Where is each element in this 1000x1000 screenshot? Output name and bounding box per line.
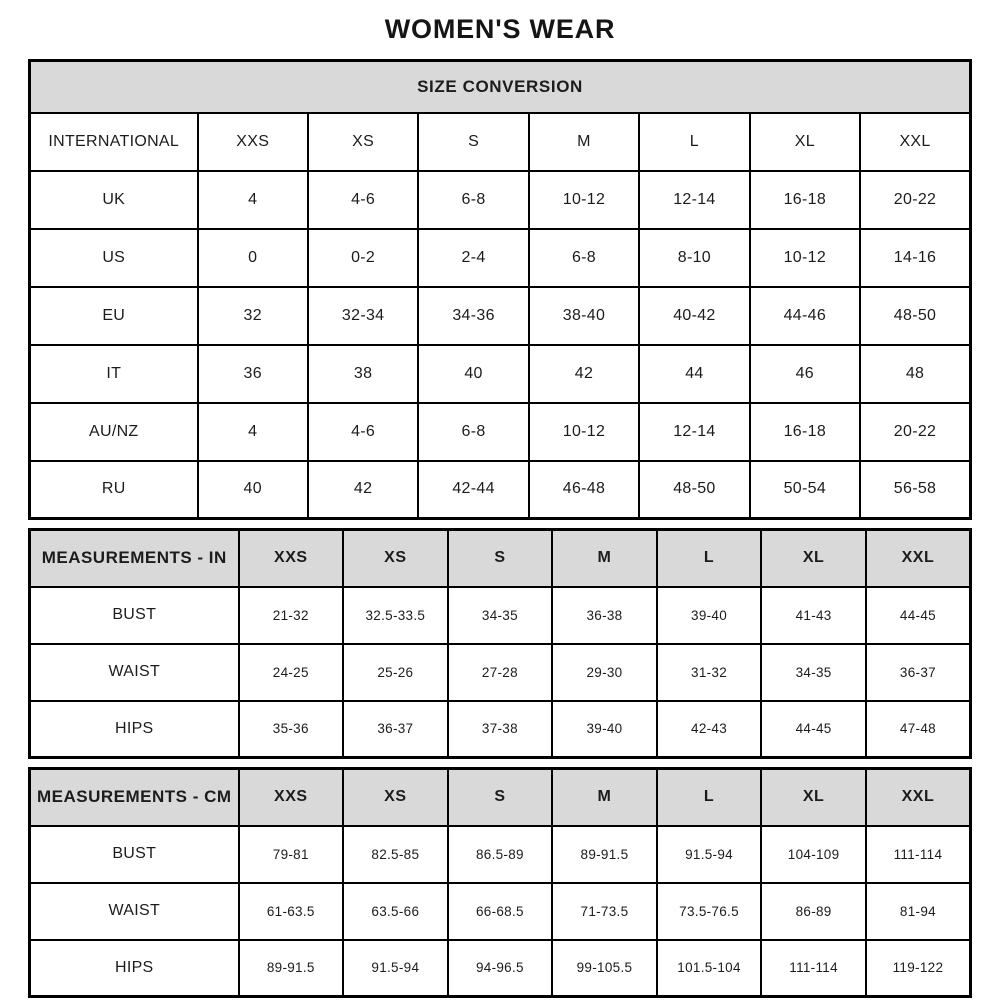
table-row <box>30 644 971 701</box>
cell-value: 4 <box>198 171 308 229</box>
column-header: XXL <box>866 530 971 587</box>
cell-value: 38 <box>308 345 418 403</box>
cell-value: 6-8 <box>418 171 528 229</box>
cell-value: 31-32 <box>657 644 762 701</box>
table-row <box>30 287 971 345</box>
size-conversion-table <box>28 59 972 520</box>
cell-value: 12-14 <box>639 171 749 229</box>
row-label: HIPS <box>30 940 239 997</box>
cell-value: 42 <box>308 461 418 519</box>
column-header: L <box>639 113 749 171</box>
column-header-row <box>30 113 971 171</box>
cell-value: 32 <box>198 287 308 345</box>
cell-value: 36-37 <box>343 701 448 758</box>
page-title: WOMEN'S WEAR <box>384 14 616 44</box>
cell-value: 48 <box>860 345 970 403</box>
cell-value: 38-40 <box>529 287 639 345</box>
cell-value: 10-12 <box>529 403 639 461</box>
cell-value: 29-30 <box>552 644 657 701</box>
table-row <box>30 826 971 883</box>
cell-value: 44-45 <box>866 587 971 644</box>
table-header: MEASUREMENTS - IN <box>30 530 239 587</box>
row-label: IT <box>30 345 198 403</box>
column-header: M <box>552 530 657 587</box>
column-header: XS <box>343 530 448 587</box>
measurements-cm-table <box>28 767 972 998</box>
measurements-in-table <box>28 528 972 759</box>
cell-value: 25-26 <box>343 644 448 701</box>
cell-value: 89-91.5 <box>552 826 657 883</box>
cell-value: 0 <box>198 229 308 287</box>
table-row <box>30 701 971 758</box>
cell-value: 94-96.5 <box>448 940 553 997</box>
cell-value: 44 <box>639 345 749 403</box>
cell-value: 99-105.5 <box>552 940 657 997</box>
column-header: S <box>448 530 553 587</box>
cell-value: 4 <box>198 403 308 461</box>
cell-value: 111-114 <box>866 826 971 883</box>
cell-value: 41-43 <box>761 587 866 644</box>
table-row <box>30 345 971 403</box>
cell-value: 79-81 <box>239 826 344 883</box>
cell-value: 42 <box>529 345 639 403</box>
cell-value: 73.5-76.5 <box>657 883 762 940</box>
column-header: XS <box>343 769 448 826</box>
cell-value: 2-4 <box>418 229 528 287</box>
cell-value: 34-35 <box>448 587 553 644</box>
table-row <box>30 883 971 940</box>
cell-value: 48-50 <box>860 287 970 345</box>
table-row <box>30 940 971 997</box>
row-label: US <box>30 229 198 287</box>
cell-value: 86.5-89 <box>448 826 553 883</box>
row-label: BUST <box>30 587 239 644</box>
cell-value: 0-2 <box>308 229 418 287</box>
cell-value: 61-63.5 <box>239 883 344 940</box>
cell-value: 16-18 <box>750 403 860 461</box>
column-header: XS <box>308 113 418 171</box>
table-row <box>30 403 971 461</box>
column-header: INTERNATIONAL <box>30 113 198 171</box>
cell-value: 71-73.5 <box>552 883 657 940</box>
table-row <box>30 587 971 644</box>
column-header-row <box>30 769 971 826</box>
row-label: BUST <box>30 826 239 883</box>
cell-value: 21-32 <box>239 587 344 644</box>
cell-value: 44-46 <box>750 287 860 345</box>
cell-value: 63.5-66 <box>343 883 448 940</box>
cell-value: 101.5-104 <box>657 940 762 997</box>
row-label: HIPS <box>30 701 239 758</box>
column-header: XXL <box>866 769 971 826</box>
cell-value: 37-38 <box>448 701 553 758</box>
row-label: EU <box>30 287 198 345</box>
row-label: WAIST <box>30 644 239 701</box>
row-label: RU <box>30 461 198 519</box>
row-label: WAIST <box>30 883 239 940</box>
column-header: M <box>552 769 657 826</box>
cell-value: 20-22 <box>860 403 970 461</box>
cell-value: 27-28 <box>448 644 553 701</box>
column-header: M <box>529 113 639 171</box>
cell-value: 4-6 <box>308 403 418 461</box>
column-header: XXS <box>239 530 344 587</box>
column-header: XL <box>761 530 866 587</box>
cell-value: 8-10 <box>639 229 749 287</box>
cell-value: 119-122 <box>866 940 971 997</box>
column-header: XXS <box>198 113 308 171</box>
cell-value: 32-34 <box>308 287 418 345</box>
cell-value: 111-114 <box>761 940 866 997</box>
cell-value: 91.5-94 <box>657 826 762 883</box>
cell-value: 39-40 <box>552 701 657 758</box>
cell-value: 42-43 <box>657 701 762 758</box>
cell-value: 14-16 <box>860 229 970 287</box>
cell-value: 36-37 <box>866 644 971 701</box>
cell-value: 16-18 <box>750 171 860 229</box>
cell-value: 35-36 <box>239 701 344 758</box>
cell-value: 44-45 <box>761 701 866 758</box>
column-header: L <box>657 769 762 826</box>
cell-value: 46 <box>750 345 860 403</box>
column-header: XL <box>750 113 860 171</box>
cell-value: 46-48 <box>529 461 639 519</box>
column-header: XXS <box>239 769 344 826</box>
cell-value: 40 <box>198 461 308 519</box>
table-row <box>30 229 971 287</box>
cell-value: 91.5-94 <box>343 940 448 997</box>
cell-value: 10-12 <box>750 229 860 287</box>
cell-value: 32.5-33.5 <box>343 587 448 644</box>
column-header: L <box>657 530 762 587</box>
cell-value: 47-48 <box>866 701 971 758</box>
column-header-row <box>30 530 971 587</box>
cell-value: 20-22 <box>860 171 970 229</box>
cell-value: 48-50 <box>639 461 749 519</box>
table-header: MEASUREMENTS - CM <box>30 769 239 826</box>
cell-value: 104-109 <box>761 826 866 883</box>
cell-value: 89-91.5 <box>239 940 344 997</box>
cell-value: 66-68.5 <box>448 883 553 940</box>
table-caption-row <box>30 61 971 113</box>
cell-value: 36 <box>198 345 308 403</box>
cell-value: 6-8 <box>418 403 528 461</box>
cell-value: 40 <box>418 345 528 403</box>
cell-value: 39-40 <box>657 587 762 644</box>
cell-value: 42-44 <box>418 461 528 519</box>
cell-value: 50-54 <box>750 461 860 519</box>
column-header: S <box>418 113 528 171</box>
table-row <box>30 171 971 229</box>
cell-value: 24-25 <box>239 644 344 701</box>
cell-value: 56-58 <box>860 461 970 519</box>
cell-value: 10-12 <box>529 171 639 229</box>
column-header: S <box>448 769 553 826</box>
column-header: XL <box>761 769 866 826</box>
cell-value: 34-35 <box>761 644 866 701</box>
table-header: SIZE CONVERSION <box>30 61 971 113</box>
cell-value: 4-6 <box>308 171 418 229</box>
cell-value: 34-36 <box>418 287 528 345</box>
row-label: UK <box>30 171 198 229</box>
cell-value: 40-42 <box>639 287 749 345</box>
cell-value: 12-14 <box>639 403 749 461</box>
column-header: XXL <box>860 113 970 171</box>
cell-value: 6-8 <box>529 229 639 287</box>
cell-value: 86-89 <box>761 883 866 940</box>
row-label: AU/NZ <box>30 403 198 461</box>
table-row <box>30 461 971 519</box>
cell-value: 36-38 <box>552 587 657 644</box>
cell-value: 82.5-85 <box>343 826 448 883</box>
cell-value: 81-94 <box>866 883 971 940</box>
